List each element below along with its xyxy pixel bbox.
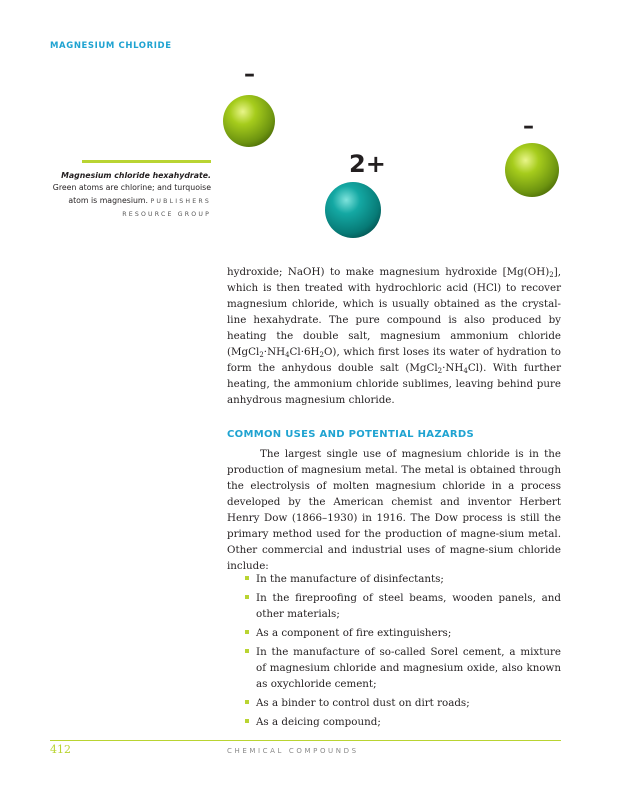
caption-credit: PUBLISHERS RESOURCE GROUP <box>122 197 211 219</box>
bullet-icon <box>245 595 249 599</box>
list-item: In the fireproofing of steel beams, wooden panels, and other materials; <box>245 590 561 622</box>
bullet-icon <box>245 719 249 723</box>
caption-text: Green atoms are chlorine; and turquoise atom is magnesium. <box>52 183 211 205</box>
list-item: In the manufacture of so-called Sorel cement, a mixture of magnesium chloride and magnesium oxide, also known as oxychloride cement; <box>245 644 561 692</box>
list-item: In the manufacture of disinfectants; <box>245 571 561 587</box>
figure-caption <box>52 170 211 222</box>
list-item: As a component of fire extinguishers; <box>245 625 561 641</box>
ion-charge-label: 2+ <box>349 150 386 178</box>
bullet-icon <box>245 576 249 580</box>
page-number: 412 <box>50 743 71 756</box>
running-head: MAGNESIUM CHLORIDE <box>50 41 172 51</box>
magnesium-atom <box>325 182 381 238</box>
ion-illustration <box>219 64 562 252</box>
bullet-icon <box>245 630 249 634</box>
body-paragraph: The largest single use of magnesium chloride is in the production of magnesium metal. The metal is obtained through the electrolysis of molten magnesium chloride in a process developed by the American chemist and inventor Herbert Henry Dow (1866–1930) in 1916. The Dow process is still the primary method used for the production of magne-sium metal. Other commercial and industrial uses of magne-sium chloride include: <box>227 448 561 572</box>
uses-list <box>245 571 561 733</box>
body-paragraph: hydroxide; NaOH) to make magnesium hydroxide $[Mg(OH)_2]$, which is then treated with hydrochloric acid (HCl) to recover magnesium chloride, which is usually obtained as the crystal-line hexahydrate. The pure compound is also produced by heating the double salt, magnesium ammonium chloride $(MgCl_2\cdot NH_4Cl\cdot 6H_2O)$, which first loses its water of hydration to form the anhydous double salt $(MgCl_2\cdot NH_4Cl)$. With further heating, the ammonium chloride sublimes, leaving behind pure anhydrous magnesium chloride. <box>227 266 561 406</box>
section-heading: COMMON USES AND POTENTIAL HAZARDS <box>227 429 475 440</box>
list-item: As a binder to control dust on dirt roads; <box>245 695 561 711</box>
bullet-icon <box>245 649 249 653</box>
footer-rule <box>50 740 561 741</box>
ion-charge-label: – <box>244 64 255 87</box>
bullet-icon <box>245 700 249 704</box>
caption-title: Magnesium chloride hexahydrate. <box>61 171 211 180</box>
chlorine-atom <box>505 143 559 197</box>
list-item: As a deicing compound; <box>245 714 561 730</box>
caption-rule <box>82 160 211 163</box>
ion-charge-label: – <box>523 114 534 139</box>
footer-book-title: CHEMICAL COMPOUNDS <box>227 747 359 755</box>
chlorine-atom <box>223 95 275 147</box>
